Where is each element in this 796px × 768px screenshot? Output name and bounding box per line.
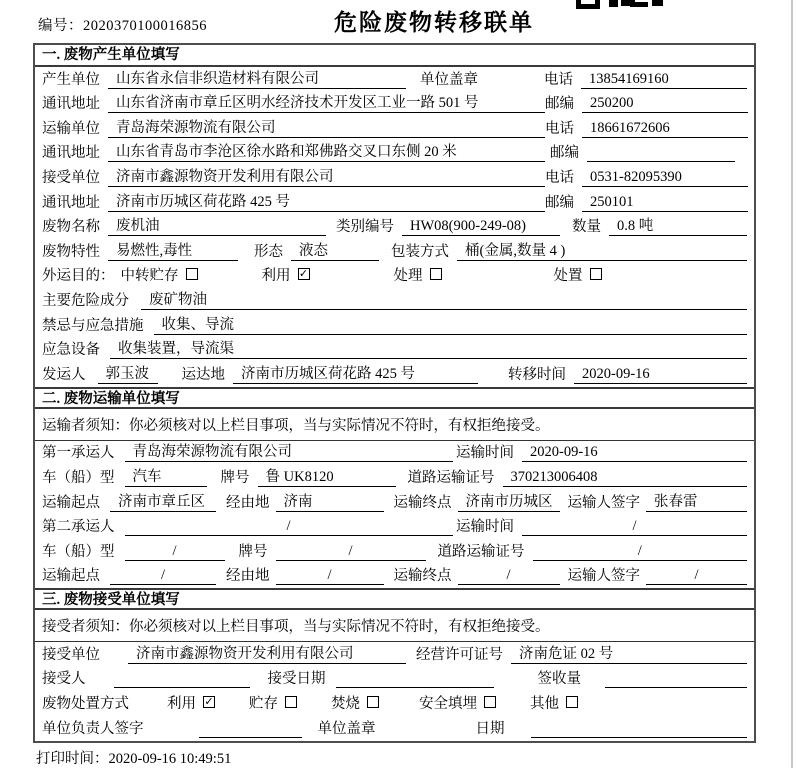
- field-label: 接受单位: [42, 646, 100, 663]
- field-label: 经由地: [226, 568, 270, 585]
- checkbox-mark: ✓: [298, 267, 309, 280]
- field-label: 包装方式: [391, 243, 449, 260]
- manifest-table: [33, 43, 756, 743]
- field-label: 邮编: [545, 96, 574, 113]
- field-value-underline: 济南市章丘区: [110, 490, 216, 512]
- field-label: 运输终点: [393, 568, 452, 585]
- field-value-underline: 370213006408: [503, 469, 748, 487]
- field-label: 通讯地址: [42, 145, 100, 162]
- notice-text: 你必须核对以上栏目事项，当与实际情况不符时，有权拒绝接受。: [129, 417, 550, 434]
- field-value-underline: 济南危证 02 号: [511, 642, 747, 664]
- field-label: 运输终点: [393, 494, 452, 511]
- row-receiver-address: [35, 190, 754, 215]
- field-label: 单位负责人签字: [42, 720, 144, 737]
- field-label: 通讯地址: [42, 194, 100, 211]
- field-value-underline: 郭玉波: [98, 362, 158, 384]
- field-label: 电话: [545, 120, 574, 137]
- field-value-underline: [336, 672, 494, 688]
- row-route-1: [35, 490, 754, 515]
- row-transporter-address: [35, 141, 754, 166]
- section2-header: 二. 废物运输单位填写: [35, 387, 754, 409]
- notice-label: 运输者须知：: [42, 417, 129, 434]
- field-value-underline: 济南: [276, 490, 384, 512]
- field-label: 经营许可证号: [416, 646, 503, 663]
- field-value-underline: 张春雷: [646, 490, 747, 512]
- field-value-underline: 废矿物油: [141, 288, 747, 310]
- row-vehicle-1: [35, 465, 754, 490]
- field-value-underline: /: [522, 518, 747, 536]
- field-label: 形态: [254, 243, 283, 260]
- field-value-underline: 液态: [291, 239, 379, 261]
- row-responsible-signature: [35, 716, 754, 741]
- field-value-underline: 鲁 UK8120: [258, 465, 396, 487]
- row-first-carrier: [35, 441, 754, 466]
- field-value-underline: 250101: [582, 194, 748, 212]
- checkbox-label: 其他: [530, 696, 559, 713]
- field-label: 车（船）型: [42, 469, 115, 486]
- field-value-underline: [114, 672, 250, 688]
- disposal-option-utilize: [167, 692, 215, 713]
- field-value-underline: /: [276, 543, 426, 561]
- row-producer: [35, 67, 754, 92]
- field-label: 废物特性: [42, 243, 100, 260]
- field-value-underline: [605, 672, 747, 688]
- field-label: 运达地: [181, 366, 225, 383]
- field-label: 日期: [475, 720, 505, 737]
- print-time: [36, 747, 231, 768]
- field-value-underline: 250200: [582, 95, 748, 113]
- purpose-option-treat: [394, 264, 442, 285]
- field-value-underline: 济南市历城区荷花路 425 号: [233, 362, 478, 384]
- field-label: 道路运输证号: [407, 469, 495, 486]
- field-value-underline: /: [276, 567, 384, 585]
- checkbox-checked-icon: [203, 696, 215, 708]
- field-label: 废物名称: [42, 219, 100, 236]
- field-value-underline: 山东省济南市章丘区明水经济技术开发区工业一路 501 号: [108, 91, 545, 113]
- field-value-underline: 山东省永信非织造材料有限公司: [108, 67, 406, 89]
- scan-edge-line: [791, 0, 793, 768]
- checkbox-label: 贮存: [249, 696, 278, 713]
- row-transporter: [35, 116, 754, 141]
- purpose-option-dispose: [554, 264, 602, 285]
- field-value-underline: 济南市历城区: [458, 490, 560, 512]
- field-label: 废物处置方式: [42, 696, 129, 713]
- print-time-label: 打印时间：: [36, 751, 109, 767]
- field-value-underline: /: [110, 567, 216, 585]
- checkbox-label: 安全填埋: [419, 696, 477, 713]
- field-value-underline: 0.8 吨: [609, 214, 747, 236]
- field-label: 第二承运人: [42, 519, 115, 536]
- section1-header: 一. 废物产生单位填写: [35, 45, 754, 67]
- field-value-underline: /: [646, 567, 747, 585]
- field-value-underline: HW08(900-249-08): [402, 218, 560, 236]
- section3-header: 三. 废物接受单位填写: [35, 588, 754, 610]
- field-label: 产生单位: [42, 71, 100, 88]
- row-transfer-purpose: [35, 264, 754, 289]
- notice-text: 你必须核对以上栏目事项，当与实际情况不符时，有权拒绝接受。: [129, 619, 550, 636]
- row-waste-attributes: [35, 239, 754, 264]
- field-label: 运输人签字: [567, 568, 640, 585]
- field-label: 运输时间: [456, 519, 514, 536]
- checkbox-label: 处置: [553, 268, 583, 285]
- field-value-underline: 收集、导流: [154, 313, 748, 335]
- qr-code-icon: [576, 0, 664, 11]
- field-value-underline: 废机油: [108, 214, 326, 236]
- field-value-underline: 18661672606: [582, 120, 748, 138]
- field-value-underline: /: [125, 518, 453, 536]
- checkbox-label: 利用: [167, 696, 196, 713]
- seal-label: 单位盖章: [317, 720, 376, 737]
- field-label: 接受人: [42, 671, 86, 688]
- row-dispatcher: [35, 362, 754, 387]
- disposal-option-other: [530, 692, 578, 713]
- field-value-underline: 济南市历城区荷花路 425 号: [108, 190, 545, 212]
- transporter-notice: [35, 409, 754, 441]
- field-label: 应急设备: [42, 342, 100, 359]
- field-value-underline: /: [125, 543, 225, 561]
- row-accepting-unit: [35, 642, 754, 667]
- field-label: 转移时间: [508, 366, 566, 383]
- field-label: 通讯地址: [42, 96, 100, 113]
- checkbox-icon: [367, 696, 379, 708]
- row-second-carrier: [35, 515, 754, 540]
- field-label: 类别编号: [336, 219, 394, 236]
- field-value-underline: 0531-82095390: [582, 169, 748, 187]
- seal-label: 单位盖章: [420, 71, 478, 88]
- field-label: 牌号: [238, 543, 268, 560]
- field-value-underline: 济南市鑫源物资开发利用有限公司: [108, 165, 545, 187]
- field-label: 数量: [572, 219, 601, 236]
- field-value-underline: [531, 722, 748, 738]
- row-waste-name: [35, 215, 754, 240]
- checkbox-icon: [186, 268, 198, 280]
- field-label: 运输起点: [42, 568, 100, 585]
- field-value-underline: [587, 146, 735, 162]
- field-value-underline: 2020-09-16: [522, 444, 747, 462]
- field-label: 主要危险成分: [42, 292, 129, 309]
- field-label: 接受日期: [267, 671, 326, 688]
- field-label: 第一承运人: [42, 445, 115, 462]
- field-value-underline: 13854169160: [581, 71, 747, 89]
- row-receiver: [35, 165, 754, 190]
- field-value-underline: 汽车: [125, 465, 207, 487]
- checkbox-icon: [590, 268, 602, 280]
- field-value-underline: 收集装置，导流渠: [110, 337, 747, 359]
- field-value-underline: [199, 722, 302, 738]
- field-label: 邮编: [545, 194, 574, 211]
- field-label: 禁忌与应急措施: [42, 317, 144, 334]
- row-disposal-method: [35, 691, 754, 716]
- purpose-option-utilize: [262, 264, 310, 285]
- print-time-value: 2020-09-16 10:49:51: [108, 751, 232, 767]
- field-value-underline: /: [458, 567, 560, 585]
- page-title: 危险废物转移联单: [334, 10, 534, 35]
- checkbox-icon: [430, 268, 442, 280]
- row-producer-address: [35, 92, 754, 117]
- disposal-option-landfill: [419, 692, 496, 713]
- field-label: 运输人签字: [567, 494, 640, 511]
- field-label: 牌号: [220, 469, 250, 486]
- field-value-underline: 济南市鑫源物资开发利用有限公司: [128, 642, 406, 664]
- field-label: 电话: [544, 71, 573, 88]
- field-label: 发运人: [42, 366, 86, 383]
- checkbox-icon: [566, 696, 578, 708]
- row-route-2: [35, 564, 754, 589]
- field-label: 电话: [545, 169, 574, 186]
- purpose-option-transit-storage: [121, 264, 198, 285]
- field-value-underline: /: [533, 543, 748, 561]
- notice-label: 接受者须知：: [42, 619, 129, 636]
- checkbox-label: 中转贮存: [120, 268, 179, 285]
- receiver-notice: [35, 610, 754, 642]
- row-vehicle-2: [35, 539, 754, 564]
- form-number: [38, 14, 207, 35]
- field-label: 运输时间: [456, 445, 514, 462]
- field-label: 签收量: [537, 671, 581, 688]
- row-taboo-measures: [35, 313, 754, 338]
- field-label: 道路运输证号: [437, 543, 525, 560]
- checkbox-label: 利用: [261, 268, 291, 285]
- checkbox-icon: [285, 696, 297, 708]
- checkbox-label: 处理: [393, 268, 423, 285]
- form-number-value: 2020370100016856: [83, 18, 207, 34]
- field-label: 车（船）型: [42, 543, 115, 560]
- field-value-underline: 易燃性,毒性: [108, 239, 238, 261]
- field-label: 接受单位: [42, 169, 100, 186]
- row-acceptor: [35, 667, 754, 692]
- field-value-underline: 青岛海荣源物流有限公司: [108, 116, 545, 138]
- checkbox-label: 焚烧: [331, 696, 360, 713]
- field-label: 外运目的：: [42, 268, 115, 285]
- field-value-underline: 山东省青岛市李沧区徐水路和郑佛路交叉口东侧 20 米: [108, 140, 545, 162]
- checkbox-icon: [484, 696, 496, 708]
- disposal-option-incinerate: [331, 692, 379, 713]
- field-label: 经由地: [226, 494, 270, 511]
- disposal-option-storage: [249, 692, 297, 713]
- field-label: 运输起点: [42, 494, 100, 511]
- form-number-label: 编号：: [38, 18, 83, 34]
- field-value-underline: 2020-09-16: [574, 366, 747, 384]
- field-value-underline: 青岛海荣源物流有限公司: [125, 440, 453, 462]
- field-value-underline: 桶(金属,数量 4 ): [457, 239, 747, 261]
- row-emergency-equipment: [35, 338, 754, 363]
- row-hazard-components: [35, 288, 754, 313]
- checkbox-mark: ✓: [204, 695, 214, 708]
- field-label: 邮编: [550, 145, 579, 162]
- checkbox-checked-icon: [298, 268, 310, 280]
- field-label: 运输单位: [42, 120, 100, 137]
